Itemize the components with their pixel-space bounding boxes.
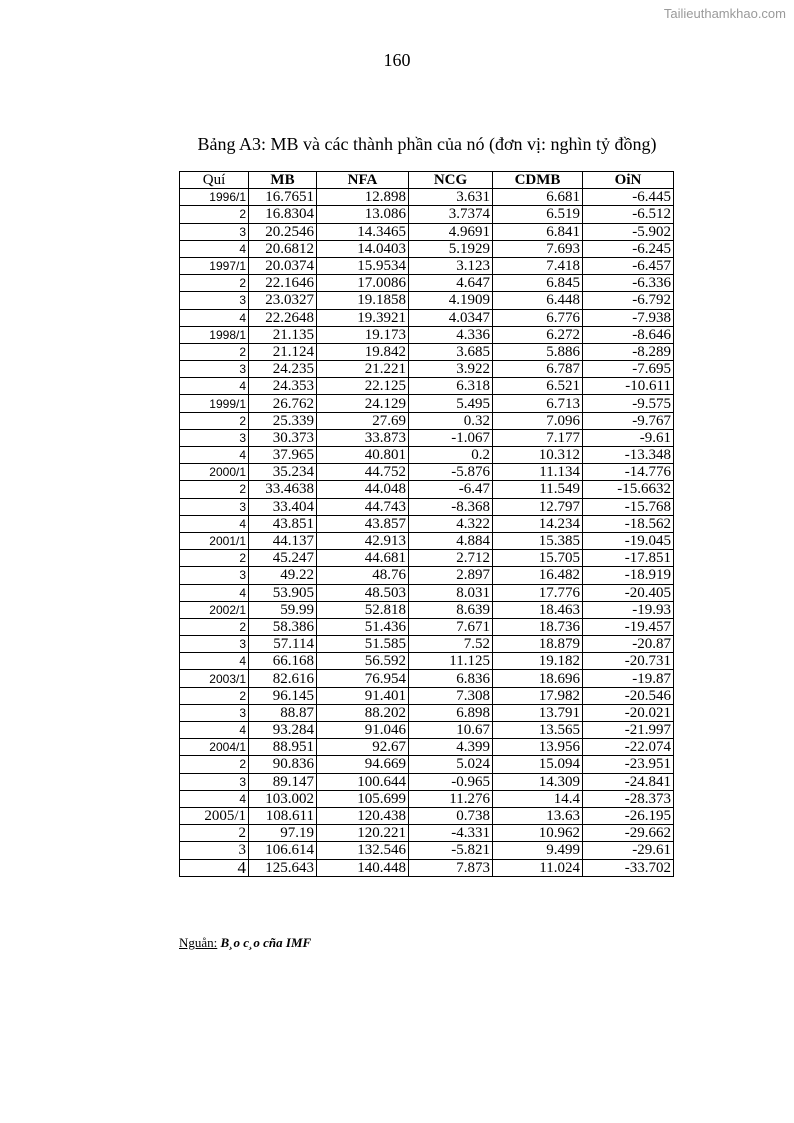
value-cell: 0.32 — [409, 412, 493, 429]
quarter-cell: 4 — [180, 378, 249, 395]
table-row — [180, 189, 674, 206]
quarter-cell: 3 — [180, 704, 249, 721]
value-cell: 15.705 — [493, 550, 583, 567]
value-cell: -5.876 — [409, 464, 493, 481]
value-cell: 13.791 — [493, 704, 583, 721]
value-cell: 14.234 — [493, 515, 583, 532]
quarter-cell: 1996/1 — [180, 189, 249, 206]
quarter-cell: 3 — [180, 498, 249, 515]
column-header: NFA — [317, 172, 409, 189]
value-cell: 44.743 — [317, 498, 409, 515]
value-cell: 4.399 — [409, 739, 493, 756]
quarter-cell: 3 — [180, 223, 249, 240]
table-row — [180, 292, 674, 309]
value-cell: 48.76 — [317, 567, 409, 584]
column-header: OiN — [583, 172, 674, 189]
value-cell: 4.9691 — [409, 223, 493, 240]
value-cell: -15.6632 — [583, 481, 674, 498]
value-cell: 125.643 — [249, 859, 317, 876]
value-cell: 33.4638 — [249, 481, 317, 498]
column-header: Quí — [180, 172, 249, 189]
watermark: Tailieuthamkhao.com — [663, 6, 786, 21]
table-row — [180, 275, 674, 292]
value-cell: -22.074 — [583, 739, 674, 756]
value-cell: 88.202 — [317, 704, 409, 721]
value-cell: 94.669 — [317, 756, 409, 773]
value-cell: -18.562 — [583, 515, 674, 532]
value-cell: 140.448 — [317, 859, 409, 876]
quarter-cell: 2000/1 — [180, 464, 249, 481]
value-cell: -28.373 — [583, 790, 674, 807]
value-cell: 24.235 — [249, 361, 317, 378]
value-cell: -6.792 — [583, 292, 674, 309]
table-row — [180, 223, 674, 240]
value-cell: 3.631 — [409, 189, 493, 206]
value-cell: 21.135 — [249, 326, 317, 343]
value-cell: 7.096 — [493, 412, 583, 429]
value-cell: -21.997 — [583, 722, 674, 739]
quarter-cell: 2001/1 — [180, 532, 249, 549]
table-row — [180, 859, 674, 876]
value-cell: 7.418 — [493, 257, 583, 274]
value-cell: 108.611 — [249, 807, 317, 824]
value-cell: 90.836 — [249, 756, 317, 773]
value-cell: -14.776 — [583, 464, 674, 481]
table-row — [180, 532, 674, 549]
value-cell: -20.546 — [583, 687, 674, 704]
value-cell: 14.0403 — [317, 240, 409, 257]
value-cell: 26.762 — [249, 395, 317, 412]
table-row — [180, 618, 674, 635]
value-cell: 97.19 — [249, 825, 317, 842]
value-cell: 8.639 — [409, 601, 493, 618]
value-cell: 56.592 — [317, 653, 409, 670]
value-cell: 17.0086 — [317, 275, 409, 292]
value-cell: 23.0327 — [249, 292, 317, 309]
table-row — [180, 739, 674, 756]
value-cell: 4.647 — [409, 275, 493, 292]
quarter-cell: 2003/1 — [180, 670, 249, 687]
value-cell: 6.836 — [409, 670, 493, 687]
table-row — [180, 653, 674, 670]
column-header: NCG — [409, 172, 493, 189]
quarter-cell: 2 — [180, 275, 249, 292]
value-cell: 6.519 — [493, 206, 583, 223]
value-cell: 51.436 — [317, 618, 409, 635]
value-cell: 106.614 — [249, 842, 317, 859]
value-cell: 3.7374 — [409, 206, 493, 223]
table-row — [180, 498, 674, 515]
value-cell: 5.1929 — [409, 240, 493, 257]
value-cell: 14.4 — [493, 790, 583, 807]
value-cell: 100.644 — [317, 773, 409, 790]
value-cell: 37.965 — [249, 447, 317, 464]
value-cell: 91.046 — [317, 722, 409, 739]
value-cell: 88.87 — [249, 704, 317, 721]
value-cell: 18.736 — [493, 618, 583, 635]
quarter-cell: 1998/1 — [180, 326, 249, 343]
quarter-cell: 4 — [180, 447, 249, 464]
value-cell: 9.499 — [493, 842, 583, 859]
value-cell: 6.713 — [493, 395, 583, 412]
source-title: B¸o c¸o cña IMF — [220, 935, 312, 950]
value-cell: 19.1858 — [317, 292, 409, 309]
quarter-cell: 4 — [180, 653, 249, 670]
table-row — [180, 412, 674, 429]
quarter-cell: 3 — [180, 361, 249, 378]
value-cell: -17.851 — [583, 550, 674, 567]
table-row — [180, 206, 674, 223]
value-cell: -1.067 — [409, 429, 493, 446]
value-cell: 18.879 — [493, 636, 583, 653]
value-cell: 15.9534 — [317, 257, 409, 274]
value-cell: 16.482 — [493, 567, 583, 584]
value-cell: -4.331 — [409, 825, 493, 842]
value-cell: 13.086 — [317, 206, 409, 223]
value-cell: -6.445 — [583, 189, 674, 206]
value-cell: 11.549 — [493, 481, 583, 498]
value-cell: 18.463 — [493, 601, 583, 618]
table-row — [180, 343, 674, 360]
value-cell: 51.585 — [317, 636, 409, 653]
quarter-cell: 2004/1 — [180, 739, 249, 756]
value-cell: -33.702 — [583, 859, 674, 876]
value-cell: 0.738 — [409, 807, 493, 824]
value-cell: 24.129 — [317, 395, 409, 412]
value-cell: 27.69 — [317, 412, 409, 429]
value-cell: 11.134 — [493, 464, 583, 481]
quarter-cell: 2 — [180, 687, 249, 704]
value-cell: 16.7651 — [249, 189, 317, 206]
value-cell: -23.951 — [583, 756, 674, 773]
value-cell: 44.752 — [317, 464, 409, 481]
table-row — [180, 515, 674, 532]
table-row — [180, 447, 674, 464]
table-row — [180, 773, 674, 790]
value-cell: 20.2546 — [249, 223, 317, 240]
quarter-cell: 4 — [180, 859, 249, 876]
value-cell: 2.712 — [409, 550, 493, 567]
table-row — [180, 670, 674, 687]
table-row — [180, 687, 674, 704]
value-cell: 6.776 — [493, 309, 583, 326]
value-cell: 14.3465 — [317, 223, 409, 240]
value-cell: 7.308 — [409, 687, 493, 704]
value-cell: 15.385 — [493, 532, 583, 549]
value-cell: 5.886 — [493, 343, 583, 360]
value-cell: 7.671 — [409, 618, 493, 635]
quarter-cell: 4 — [180, 584, 249, 601]
value-cell: 17.776 — [493, 584, 583, 601]
value-cell: 2.897 — [409, 567, 493, 584]
value-cell: 30.373 — [249, 429, 317, 446]
column-header: MB — [249, 172, 317, 189]
value-cell: 6.272 — [493, 326, 583, 343]
value-cell: 92.67 — [317, 739, 409, 756]
value-cell: -0.965 — [409, 773, 493, 790]
value-cell: 6.841 — [493, 223, 583, 240]
value-cell: 6.448 — [493, 292, 583, 309]
quarter-cell: 2 — [180, 206, 249, 223]
quarter-cell: 3 — [180, 429, 249, 446]
value-cell: 66.168 — [249, 653, 317, 670]
value-cell: -8.289 — [583, 343, 674, 360]
table-row — [180, 326, 674, 343]
table-row — [180, 601, 674, 618]
quarter-cell: 2 — [180, 825, 249, 842]
table-row — [180, 464, 674, 481]
table-row — [180, 429, 674, 446]
quarter-cell: 3 — [180, 292, 249, 309]
quarter-cell: 3 — [180, 773, 249, 790]
value-cell: 24.353 — [249, 378, 317, 395]
value-cell: -6.47 — [409, 481, 493, 498]
value-cell: 57.114 — [249, 636, 317, 653]
value-cell: -8.646 — [583, 326, 674, 343]
quarter-cell: 4 — [180, 722, 249, 739]
value-cell: -6.512 — [583, 206, 674, 223]
quarter-cell: 3 — [180, 842, 249, 859]
value-cell: 82.616 — [249, 670, 317, 687]
source-note — [179, 935, 311, 951]
value-cell: 40.801 — [317, 447, 409, 464]
value-cell: 21.124 — [249, 343, 317, 360]
value-cell: 6.521 — [493, 378, 583, 395]
quarter-cell: 2 — [180, 618, 249, 635]
value-cell: 5.024 — [409, 756, 493, 773]
quarter-cell: 2 — [180, 756, 249, 773]
value-cell: 21.221 — [317, 361, 409, 378]
value-cell: 14.309 — [493, 773, 583, 790]
value-cell: -6.245 — [583, 240, 674, 257]
value-cell: 4.884 — [409, 532, 493, 549]
table-row — [180, 636, 674, 653]
table-row — [180, 309, 674, 326]
value-cell: -15.768 — [583, 498, 674, 515]
column-header: CDMB — [493, 172, 583, 189]
value-cell: -5.902 — [583, 223, 674, 240]
quarter-cell: 1997/1 — [180, 257, 249, 274]
value-cell: 45.247 — [249, 550, 317, 567]
value-cell: -8.368 — [409, 498, 493, 515]
quarter-cell: 2005/1 — [180, 807, 249, 824]
value-cell: 18.696 — [493, 670, 583, 687]
value-cell: 4.0347 — [409, 309, 493, 326]
table-row — [180, 704, 674, 721]
value-cell: 4.1909 — [409, 292, 493, 309]
value-cell: 12.797 — [493, 498, 583, 515]
value-cell: 19.173 — [317, 326, 409, 343]
table-caption: Bảng A3: MB và các thành phần của nó (đơn vị: nghìn tỷ đồng) — [197, 134, 657, 154]
value-cell: 19.842 — [317, 343, 409, 360]
value-cell: -9.61 — [583, 429, 674, 446]
value-cell: 13.956 — [493, 739, 583, 756]
table-row — [180, 395, 674, 412]
quarter-cell: 2002/1 — [180, 601, 249, 618]
data-table — [179, 171, 674, 877]
value-cell: 22.2648 — [249, 309, 317, 326]
value-cell: 89.147 — [249, 773, 317, 790]
value-cell: 58.386 — [249, 618, 317, 635]
value-cell: -26.195 — [583, 807, 674, 824]
value-cell: 49.22 — [249, 567, 317, 584]
quarter-cell: 4 — [180, 790, 249, 807]
value-cell: 44.137 — [249, 532, 317, 549]
value-cell: -9.767 — [583, 412, 674, 429]
value-cell: -6.457 — [583, 257, 674, 274]
quarter-cell: 2 — [180, 412, 249, 429]
value-cell: 43.851 — [249, 515, 317, 532]
value-cell: -10.611 — [583, 378, 674, 395]
value-cell: 76.954 — [317, 670, 409, 687]
value-cell: 19.182 — [493, 653, 583, 670]
value-cell: 93.284 — [249, 722, 317, 739]
page-number: 160 — [383, 50, 411, 70]
value-cell: 91.401 — [317, 687, 409, 704]
table-row — [180, 567, 674, 584]
value-cell: -19.457 — [583, 618, 674, 635]
value-cell: 53.905 — [249, 584, 317, 601]
value-cell: -20.731 — [583, 653, 674, 670]
value-cell: 3.922 — [409, 361, 493, 378]
quarter-cell: 2 — [180, 550, 249, 567]
quarter-cell: 1999/1 — [180, 395, 249, 412]
value-cell: -18.919 — [583, 567, 674, 584]
table-row — [180, 257, 674, 274]
table-row — [180, 361, 674, 378]
value-cell: -13.348 — [583, 447, 674, 464]
value-cell: 96.145 — [249, 687, 317, 704]
table-row — [180, 378, 674, 395]
value-cell: 13.565 — [493, 722, 583, 739]
value-cell: 8.031 — [409, 584, 493, 601]
value-cell: 35.234 — [249, 464, 317, 481]
value-cell: -19.045 — [583, 532, 674, 549]
value-cell: 48.503 — [317, 584, 409, 601]
table-row — [180, 722, 674, 739]
value-cell: 3.685 — [409, 343, 493, 360]
value-cell: 43.857 — [317, 515, 409, 532]
table-row — [180, 825, 674, 842]
quarter-cell: 3 — [180, 567, 249, 584]
value-cell: -5.821 — [409, 842, 493, 859]
value-cell: 105.699 — [317, 790, 409, 807]
value-cell: 11.276 — [409, 790, 493, 807]
value-cell: -19.87 — [583, 670, 674, 687]
quarter-cell: 4 — [180, 515, 249, 532]
value-cell: 16.8304 — [249, 206, 317, 223]
value-cell: 33.873 — [317, 429, 409, 446]
value-cell: 33.404 — [249, 498, 317, 515]
value-cell: 13.63 — [493, 807, 583, 824]
quarter-cell: 4 — [180, 240, 249, 257]
value-cell: 42.913 — [317, 532, 409, 549]
table-row — [180, 550, 674, 567]
value-cell: 25.339 — [249, 412, 317, 429]
value-cell: 17.982 — [493, 687, 583, 704]
value-cell: 6.845 — [493, 275, 583, 292]
value-cell: 4.322 — [409, 515, 493, 532]
quarter-cell: 3 — [180, 636, 249, 653]
value-cell: 11.024 — [493, 859, 583, 876]
value-cell: 7.52 — [409, 636, 493, 653]
value-cell: 3.123 — [409, 257, 493, 274]
value-cell: 120.438 — [317, 807, 409, 824]
value-cell: 44.681 — [317, 550, 409, 567]
table-row — [180, 481, 674, 498]
value-cell: -20.405 — [583, 584, 674, 601]
value-cell: -6.336 — [583, 275, 674, 292]
value-cell: 10.67 — [409, 722, 493, 739]
value-cell: 4.336 — [409, 326, 493, 343]
value-cell: 6.318 — [409, 378, 493, 395]
value-cell: 132.546 — [317, 842, 409, 859]
value-cell: -9.575 — [583, 395, 674, 412]
table-row — [180, 790, 674, 807]
value-cell: 15.094 — [493, 756, 583, 773]
value-cell: 6.898 — [409, 704, 493, 721]
value-cell: 12.898 — [317, 189, 409, 206]
value-cell: -20.021 — [583, 704, 674, 721]
table-row — [180, 240, 674, 257]
value-cell: 0.2 — [409, 447, 493, 464]
value-cell: 5.495 — [409, 395, 493, 412]
value-cell: 7.177 — [493, 429, 583, 446]
quarter-cell: 2 — [180, 481, 249, 498]
value-cell: 6.787 — [493, 361, 583, 378]
value-cell: -19.93 — [583, 601, 674, 618]
value-cell: -7.938 — [583, 309, 674, 326]
value-cell: 22.125 — [317, 378, 409, 395]
value-cell: 19.3921 — [317, 309, 409, 326]
source-label: Nguån: — [179, 935, 218, 950]
value-cell: 10.312 — [493, 447, 583, 464]
value-cell: 11.125 — [409, 653, 493, 670]
table-row — [180, 756, 674, 773]
value-cell: -29.662 — [583, 825, 674, 842]
value-cell: -24.841 — [583, 773, 674, 790]
value-cell: -29.61 — [583, 842, 674, 859]
table-header-row — [180, 172, 674, 189]
value-cell: 44.048 — [317, 481, 409, 498]
table-row — [180, 807, 674, 824]
value-cell: -7.695 — [583, 361, 674, 378]
value-cell: 59.99 — [249, 601, 317, 618]
quarter-cell: 4 — [180, 309, 249, 326]
value-cell: 103.002 — [249, 790, 317, 807]
value-cell: 20.6812 — [249, 240, 317, 257]
quarter-cell: 2 — [180, 343, 249, 360]
value-cell: 22.1646 — [249, 275, 317, 292]
value-cell: 7.873 — [409, 859, 493, 876]
value-cell: 52.818 — [317, 601, 409, 618]
table-row — [180, 584, 674, 601]
table-row — [180, 842, 674, 859]
value-cell: 20.0374 — [249, 257, 317, 274]
value-cell: 88.951 — [249, 739, 317, 756]
value-cell: 7.693 — [493, 240, 583, 257]
value-cell: 120.221 — [317, 825, 409, 842]
value-cell: 6.681 — [493, 189, 583, 206]
value-cell: 10.962 — [493, 825, 583, 842]
value-cell: -20.87 — [583, 636, 674, 653]
